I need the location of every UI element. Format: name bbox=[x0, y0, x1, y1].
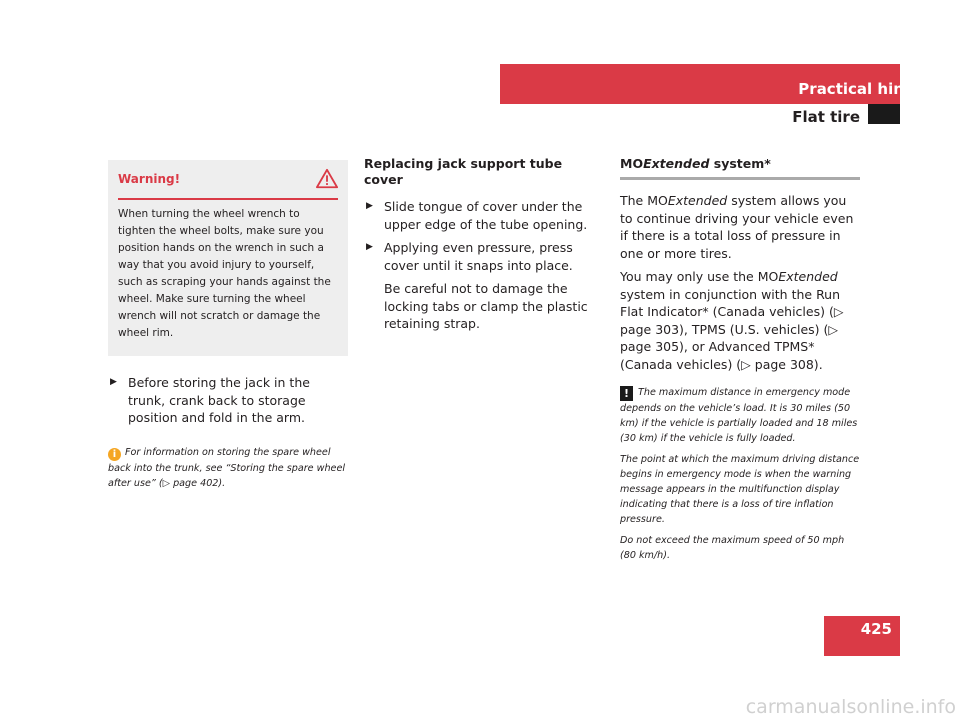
header-tab-block bbox=[868, 104, 900, 124]
paragraph bbox=[620, 192, 860, 262]
list-item bbox=[364, 198, 604, 233]
caution-note bbox=[620, 385, 860, 446]
section-title: Practical hints bbox=[798, 80, 920, 98]
bullet-text: Before storing the jack in the trunk, crank back to storage position and fold in the arm. bbox=[128, 375, 310, 425]
text-run: The MO bbox=[620, 193, 668, 208]
heading-suffix: system* bbox=[709, 156, 771, 171]
text-run-italic: Extended bbox=[667, 193, 728, 208]
bullet-arrow-icon: ▶ bbox=[366, 242, 373, 252]
bullet-arrow-icon: ▶ bbox=[366, 201, 373, 211]
bullet-text: Applying even pressure, press cover until it snaps into place. bbox=[384, 240, 573, 273]
note-text: The maximum distance in emergency mode depends on the vehicle’s load. It is 30 miles (50 km) if the vehicle is partially loaded and 18 miles (30 km) if the vehicle is fully loaded. bbox=[620, 387, 858, 444]
paragraph bbox=[620, 268, 860, 373]
note-text: The point at which the maximum driving distance begins in emergency mode is when the warning message appears in the multifunction display indicating that there is a loss of tire inflation pressure. bbox=[620, 454, 860, 525]
list-item bbox=[364, 239, 604, 274]
info-icon: i bbox=[108, 448, 121, 461]
watermark: carmanualsonline.info bbox=[745, 696, 956, 718]
bullet-arrow-icon: ▶ bbox=[110, 377, 117, 387]
column-middle bbox=[364, 156, 604, 333]
heading-italic: Extended bbox=[643, 156, 710, 171]
text-run-italic: Extended bbox=[778, 269, 838, 284]
text-run: system in conjunction with the Run Flat Indicator* (Canada vehicles) (▷ page 303), TPMS (U.S. vehicles) (▷ page 305), or Advanced TPMS* (Canada vehicles) (▷ page 308). bbox=[620, 286, 844, 372]
warning-box bbox=[108, 160, 348, 356]
column-right bbox=[620, 156, 860, 563]
warning-header bbox=[118, 160, 338, 200]
note-text: Do not exceed the maximum speed of 50 mph (80 km/h). bbox=[620, 535, 845, 561]
text-run: system allows you to continue driving your vehicle even if there is a total loss of pressure in one or more tires. bbox=[620, 193, 854, 261]
warning-title: Warning! bbox=[118, 172, 181, 186]
warning-triangle-icon bbox=[316, 168, 338, 190]
page-number: 425 bbox=[860, 620, 892, 638]
subsection-title: Flat tire bbox=[792, 108, 860, 126]
heading-prefix: MO bbox=[620, 156, 644, 171]
moextended-heading bbox=[620, 156, 860, 180]
jack-cover-heading: Replacing jack support tube cover bbox=[364, 156, 563, 187]
info-note bbox=[108, 445, 348, 491]
column-left bbox=[108, 160, 348, 491]
bullet-text: Slide tongue of cover under the upper edge of the tube opening. bbox=[384, 199, 588, 232]
bullet-continuation: Be careful not to damage the locking tabs or clamp the plastic retaining strap. bbox=[384, 281, 588, 331]
warning-text: When turning the wheel wrench to tighten the wheel bolts, make sure you position hands on the wrench in such a way that you avoid injury to yourself, such as scraping your hands against the wheel. Make sure turning the wheel wrench will not scratch or damage the wheel rim. bbox=[118, 208, 331, 339]
list-item bbox=[108, 374, 348, 427]
info-text: For information on storing the spare wheel back into the trunk, see “Storing the spare wheel after use” (▷ page 402). bbox=[108, 446, 346, 489]
text-run: You may only use the MO bbox=[620, 269, 779, 284]
exclamation-icon: ! bbox=[620, 386, 633, 401]
